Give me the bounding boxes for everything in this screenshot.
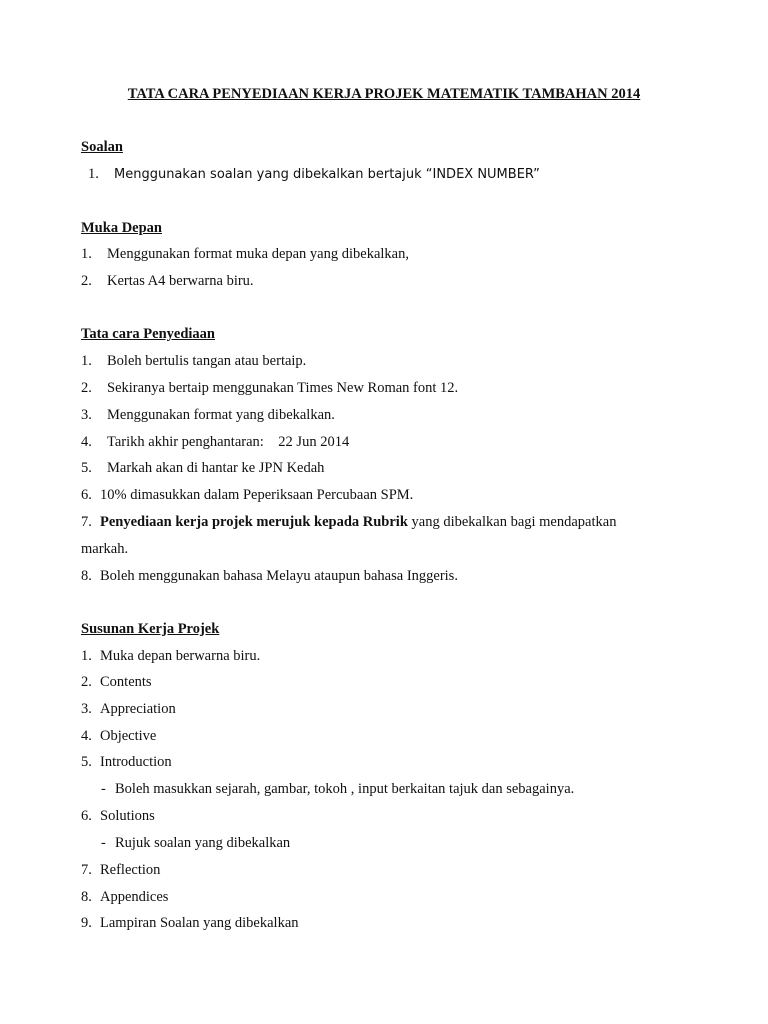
section-heading-susunan: Susunan Kerja Projek (81, 621, 220, 637)
list-item-continuation: markah. (81, 541, 129, 557)
section-heading-tata-cara: Tata cara Penyediaan (81, 326, 215, 342)
list-item (81, 567, 458, 585)
list-item (81, 914, 299, 932)
list-item (81, 245, 409, 263)
list-item (81, 647, 260, 665)
list-text: Muka depan berwarna biru. (100, 648, 261, 664)
list-dash: - (101, 835, 106, 851)
list-text: Boleh bertulis tangan atau bertaip. (107, 353, 307, 369)
list-text: Menggunakan soalan yang dibekalkan bertajuk “INDEX NUMBER” (114, 167, 540, 182)
list-number: 6. (81, 808, 92, 824)
list-item (81, 673, 152, 691)
list-text: Kertas A4 berwarna biru. (107, 273, 254, 289)
list-number: 8. (81, 568, 92, 584)
list-text: Sekiranya bertaip menggunakan Times New Roman font 12. (107, 380, 459, 396)
list-text: Reflection (100, 862, 161, 878)
list-subitem (101, 780, 574, 798)
list-item (81, 459, 324, 477)
list-item (88, 165, 540, 184)
list-text: Solutions (100, 808, 155, 824)
list-text: Markah akan di hantar ke JPN Kedah (107, 460, 325, 476)
list-item (81, 433, 349, 451)
list-item (81, 727, 156, 745)
list-item (81, 486, 413, 504)
list-item (81, 352, 306, 370)
list-item (81, 888, 168, 906)
list-item (81, 700, 176, 718)
list-text: Introduction (100, 754, 172, 770)
list-item (81, 272, 254, 290)
list-text: Appreciation (100, 701, 176, 717)
list-number: 4. (81, 728, 92, 744)
list-dash: - (101, 781, 106, 797)
list-number: 1. (81, 246, 92, 262)
section-heading-soalan: Soalan (81, 139, 123, 155)
list-item (81, 379, 458, 397)
list-text: Contents (100, 674, 152, 690)
list-text: yang dibekalkan bagi mendapatkan (407, 514, 617, 530)
section-heading-muka-depan: Muka Depan (81, 220, 162, 236)
list-text: 10% dimasukkan dalam Peperiksaan Percubaan SPM. (100, 487, 414, 503)
list-number: 1. (81, 648, 92, 664)
list-number: 6. (81, 487, 92, 503)
list-subitem (101, 834, 290, 852)
list-text: Rujuk soalan yang dibekalkan (115, 835, 291, 851)
list-item (81, 861, 160, 879)
list-number: 2. (81, 674, 92, 690)
list-number: 3. (81, 407, 92, 423)
list-number: 2. (81, 273, 92, 289)
list-number: 5. (81, 754, 92, 770)
list-number: 7. (81, 862, 92, 878)
list-number: 1. (81, 353, 92, 369)
list-item (81, 753, 172, 771)
list-text: Appendices (100, 889, 169, 905)
list-text: Tarikh akhir penghantaran: 22 Jun 2014 (107, 434, 350, 450)
list-item (81, 513, 616, 531)
list-number: 5. (81, 460, 92, 476)
list-text: Menggunakan format muka depan yang dibekalkan, (107, 246, 409, 262)
list-text: Boleh menggunakan bahasa Melayu ataupun bahasa Inggeris. (100, 568, 458, 584)
list-text-bold: Penyediaan kerja projek merujuk kepada Rubrik (100, 514, 408, 530)
list-text: Menggunakan format yang dibekalkan. (107, 407, 335, 423)
list-number: 1. (88, 166, 99, 182)
list-number: 4. (81, 434, 92, 450)
list-text: Objective (100, 728, 157, 744)
list-number: 3. (81, 701, 92, 717)
page-title: TATA CARA PENYEDIAAN KERJA PROJEK MATEMATIK TAMBAHAN 2014 (127, 86, 641, 102)
list-item (81, 406, 335, 424)
list-number: 9. (81, 915, 92, 931)
list-text: Boleh masukkan sejarah, gambar, tokoh , input berkaitan tajuk dan sebagainya. (115, 781, 575, 797)
list-number: 7. (81, 514, 92, 530)
list-number: 2. (81, 380, 92, 396)
list-number: 8. (81, 889, 92, 905)
list-text: Lampiran Soalan yang dibekalkan (100, 915, 299, 931)
list-item (81, 807, 155, 825)
